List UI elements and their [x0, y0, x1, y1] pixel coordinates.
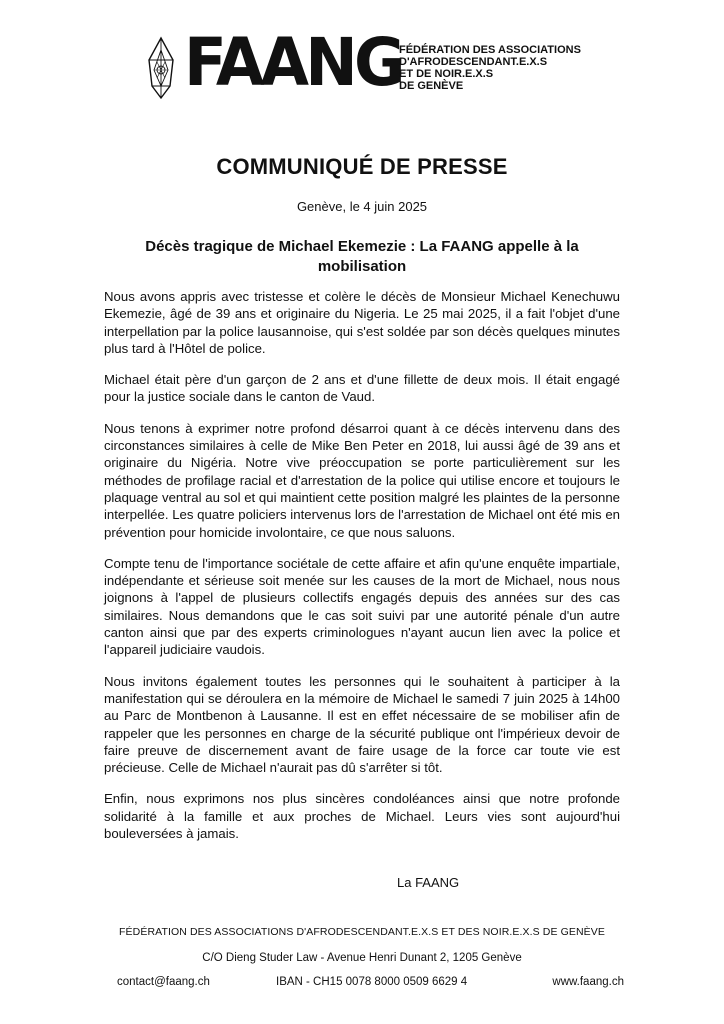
body-paragraph: Enfin, nous exprimons nos plus sincères condoléances ainsi que notre profonde solidarité à la famille et aux proches de Michael. Leurs vies sont aujourd'hui bouleversées à jamais.: [104, 791, 620, 842]
body-paragraph: Nous avons appris avec tristesse et colère le décès de Monsieur Michael Kenechuwu Ekemezie, âgé de 39 ans et originaire du Nigeria. Le 25 mai 2025, il a fait l'objet d'une interpellation par la police lausannoise, qui s'est soldée par son décès quelques minutes plus tard à l'Hôtel de police.: [104, 289, 620, 356]
org-name-line: ET DE NOIR.E.X.S: [399, 68, 494, 80]
faang-emblem-icon: [146, 36, 176, 100]
press-release-date: Genève, le 4 juin 2025: [296, 199, 428, 214]
press-release-body: [104, 288, 620, 856]
body-paragraph: Michael était père d'un garçon de 2 ans et d'une fillette de deux mois. Il était engagé pour la justice sociale dans le canton de Vaud.: [104, 372, 620, 405]
footer-email[interactable]: contact@faang.ch: [117, 976, 210, 988]
body-paragraph: Nous tenons à exprimer notre profond désarroi quant à ce décès intervenu dans des circonstances similaires à celle de Mike Ben Peter en 2018, lui aussi âgé de 39 ans et originaire du Nigéria. Notre vive préoccupation se porte particulièrement sur les méthodes de profilage racial et d'arrestation de la police qui utilise encore et toujours le plaquage ventral au sol et qui maintient cette position malgré les plaintes de la personne interpellée. Les quatre policiers intervenus lors de l'arrestation de Michael ont été mis en prévention pour homicide involontaire, ce que nous saluons.: [104, 420, 620, 540]
letterhead: [146, 24, 606, 106]
org-name-line: D'AFRODESCENDANT.E.X.S: [399, 56, 548, 68]
body-paragraph: Nous invitons également toutes les personnes qui le souhaitent à participer à la manifestation qui se déroulera en la mémoire de Michael le samedi 7 juin 2025 à 14h00 au Parc de Montbenon à Lausanne. Il est en effet nécessaire de se mobiliser afin de rappeler que les personnes en charge de la sécurité publique ont l'impérieux devoir de faire preuve de discernement avant de faire usage de la force car toute vie est précieuse. Celle de Michael n'aurait pas dû s'arrêter si tôt.: [104, 673, 620, 776]
org-name-line: DE GENÈVE: [399, 80, 464, 92]
footer-organization: FÉDÉRATION DES ASSOCIATIONS D'AFRODESCENDANT.E.X.S ET DES NOIR.E.X.S DE GENÈVE: [119, 926, 605, 938]
org-name-line: FÉDÉRATION DES ASSOCIATIONS: [399, 44, 581, 56]
page-title: COMMUNIQUÉ DE PRESSE: [216, 154, 508, 179]
press-release-subject: Décès tragique de Michael Ekemezie : La FAANG appelle à la mobilisation: [145, 238, 579, 275]
footer-address: C/O Dieng Studer Law - Avenue Henri Dunant 2, 1205 Genève: [202, 952, 522, 964]
organization-name: [399, 44, 581, 92]
signature: La FAANG: [397, 875, 460, 890]
footer-iban: IBAN - CH15 0078 8000 0509 6629 4: [276, 976, 468, 988]
faang-logo-wordmark: FAANG: [184, 24, 402, 101]
footer-website[interactable]: www.faang.ch: [552, 976, 624, 988]
body-paragraph: Compte tenu de l'importance sociétale de cette affaire et afin qu'une enquête impartiale, indépendante et sérieuse soit menée sur les causes de la mort de Michael, nous nous joignons à l'appel de plusieurs collectifs engagés depuis des années sur des cas similaires. Nous demandons que le cas soit suivi par une autorité pénale d'un autre canton ainsi que par des experts criminologues n'ayant aucun lien avec la police et l'appareil judiciaire vaudois.: [104, 555, 620, 658]
